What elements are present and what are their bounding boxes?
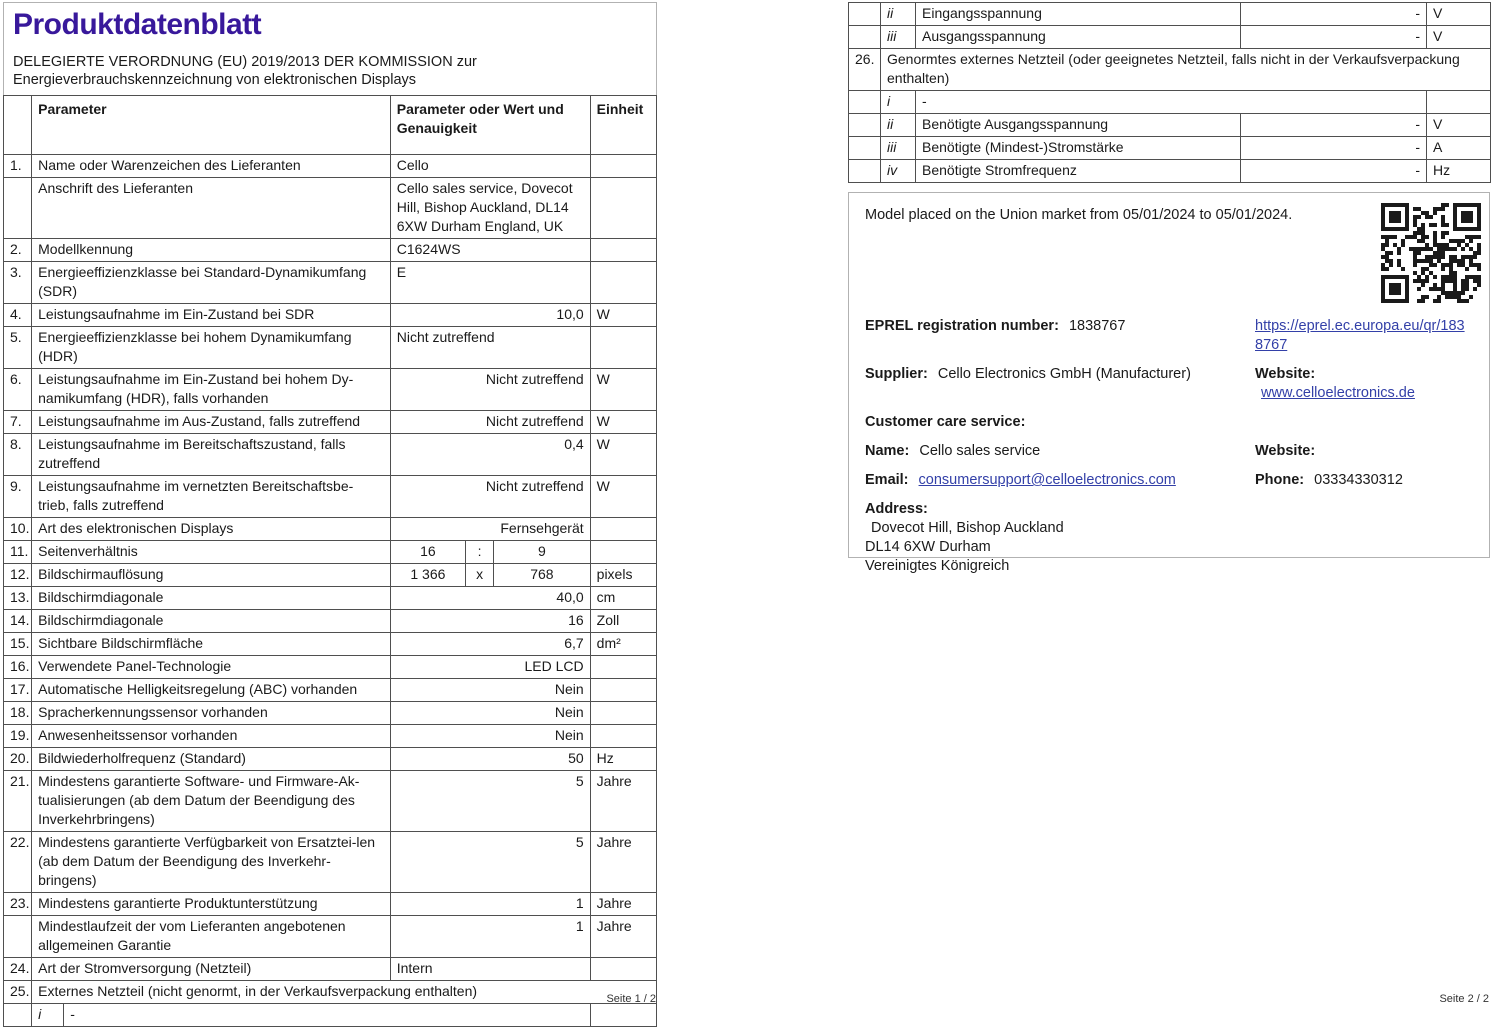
parameter-value: Nicht zutreffend [390, 369, 590, 411]
parameter-value: 40,0 [390, 587, 590, 610]
address-line: Vereinigtes Königreich [865, 558, 1010, 574]
table-row [4, 958, 657, 981]
row-number: 17. [4, 679, 32, 702]
page-title: Produktdatenblatt [13, 8, 262, 41]
row-number: 12. [4, 564, 32, 587]
page-2-table-continuation [848, 2, 1491, 183]
unit-cell [590, 1004, 656, 1027]
customer-care-label: Customer care service: [865, 414, 1026, 430]
table-row [4, 564, 657, 587]
eprel-registry-link[interactable]: https://eprel.ec.europa.eu/qr/1838767 [1255, 318, 1465, 353]
parameter-value: C1624WS [390, 239, 590, 262]
parameter-name: Verwendete Panel-Technologie [32, 656, 391, 679]
table-row [4, 327, 657, 369]
address-line: DL14 6XW Durham [865, 539, 991, 555]
row-number: 14. [4, 610, 32, 633]
service-name-row [865, 442, 1473, 461]
address-label: Address: [865, 501, 928, 517]
parameter-name: Benötigte (Mindest-)Stromstärke [916, 137, 1241, 160]
table-row [4, 411, 657, 434]
unit-cell [590, 541, 656, 564]
row-number: 11. [4, 541, 32, 564]
unit-cell [590, 239, 656, 262]
row-number [4, 178, 32, 239]
table-row [4, 702, 657, 725]
row-number: 1. [4, 155, 32, 178]
parameter-value: - [1241, 160, 1427, 183]
parameter-value: Nein [390, 679, 590, 702]
name-label: Name: [865, 443, 910, 459]
subtitle-line: DELEGIERTE VERORDNUNG (EU) 2019/2013 DER KOMMISSION zur [13, 54, 477, 70]
row-number: 24. [4, 958, 32, 981]
table-row [4, 679, 657, 702]
document-header [3, 2, 657, 95]
parameter-table-page1 [3, 95, 657, 1027]
sub-row-number: iii [881, 137, 916, 160]
table-row [4, 656, 657, 679]
table-row [4, 893, 657, 916]
unit-cell [590, 327, 656, 369]
parameter-name: Benötigte Ausgangsspannung [916, 114, 1241, 137]
parameter-name: Anwesenheitssensor vorhanden [32, 725, 391, 748]
row-number: 4. [4, 304, 32, 327]
parameter-name: Art der Stromversorgung (Netzteil) [32, 958, 391, 981]
parameter-value: 0,4 [390, 434, 590, 476]
row-number: 2. [4, 239, 32, 262]
row-number: 3. [4, 262, 32, 304]
parameter-value-b: 768 [494, 564, 590, 587]
document-subtitle [13, 53, 647, 89]
unit-cell: V [1427, 114, 1491, 137]
unit-cell: pixels [590, 564, 656, 587]
table-row [4, 771, 657, 832]
unit-cell: W [590, 476, 656, 518]
sub-row-number: iv [881, 160, 916, 183]
parameter-name: Sichtbare Bildschirmfläche [32, 633, 391, 656]
unit-cell: W [590, 369, 656, 411]
row-number [849, 160, 881, 183]
unit-cell [1427, 91, 1491, 114]
row-number [849, 137, 881, 160]
parameter-name: Art des elektronischen Displays [32, 518, 391, 541]
website-label: Website: [1255, 366, 1316, 382]
parameter-value: 5 [390, 832, 590, 893]
unit-cell: Zoll [590, 610, 656, 633]
row-number [4, 916, 32, 958]
parameter-name: Name oder Warenzeichen des Lieferanten [32, 155, 391, 178]
unit-cell: cm [590, 587, 656, 610]
row-number: 22. [4, 832, 32, 893]
parameter-name: Ausgangsspannung [916, 26, 1241, 49]
eprel-label: EPREL registration number: [865, 318, 1059, 334]
parameter-name: Bildwiederholfrequenz (Standard) [32, 748, 391, 771]
table-row [849, 3, 1491, 26]
parameter-value: - [1241, 137, 1427, 160]
row-number: 5. [4, 327, 32, 369]
supplier-label: Supplier: [865, 366, 928, 382]
row-number: 10. [4, 518, 32, 541]
row-number [849, 114, 881, 137]
supplier-name: Cello Electronics GmbH (Manufacturer) [937, 366, 1191, 382]
parameter-value: 1 [390, 893, 590, 916]
parameter-value: Nicht zutreffend [390, 327, 590, 369]
parameter-name: Mindestens garantierte Software- und Firmware-Ak-tualisierungen (ab dem Datum der Beendigung des Inverkehrbringens) [32, 771, 391, 832]
parameter-name: Seitenverhältnis [32, 541, 391, 564]
table-row [4, 518, 657, 541]
value-separator: x [466, 564, 494, 587]
parameter-table-page2 [848, 2, 1491, 183]
parameter-name: Benötigte Stromfrequenz [916, 160, 1241, 183]
parameter-value-a: 1 366 [390, 564, 465, 587]
row-number: 19. [4, 725, 32, 748]
row-number: 21. [4, 771, 32, 832]
table-row [4, 178, 657, 239]
row-number: 8. [4, 434, 32, 476]
parameter-value: Intern [390, 958, 590, 981]
unit-cell: W [590, 304, 656, 327]
row-number: 9. [4, 476, 32, 518]
parameter-value: Fernsehgerät [390, 518, 590, 541]
table-row [4, 239, 657, 262]
parameter-value: LED LCD [390, 656, 590, 679]
page-1 [3, 2, 657, 1027]
parameter-name: Anschrift des Lieferanten [32, 178, 391, 239]
table-row [849, 160, 1491, 183]
parameter-value: - [916, 91, 1427, 114]
parameter-value: 6,7 [390, 633, 590, 656]
parameter-name: Modellkennung [32, 239, 391, 262]
unit-cell: Jahre [590, 893, 656, 916]
row-number: 25. [4, 981, 32, 1004]
unit-cell [590, 155, 656, 178]
column-header-value: Parameter oder Wert und Genauigkeit [390, 96, 590, 155]
table-row [4, 434, 657, 476]
table-row [4, 916, 657, 958]
parameter-name: Energieeffizienzklasse bei hohem Dynamikumfang (HDR) [32, 327, 391, 369]
table-row [4, 369, 657, 411]
row-number [849, 3, 881, 26]
email-phone-row [865, 471, 1473, 490]
parameter-value: Cello [390, 155, 590, 178]
parameter-value: 10,0 [390, 304, 590, 327]
parameter-name: Bildschirmauflösung [32, 564, 391, 587]
market-placement-text: Model placed on the Union market from 05/01/2024 to 05/01/2024. [865, 207, 1293, 223]
table-row [4, 541, 657, 564]
unit-cell [590, 725, 656, 748]
table-row [4, 610, 657, 633]
unit-cell: Hz [1427, 160, 1491, 183]
unit-cell [590, 656, 656, 679]
row-number: 23. [4, 893, 32, 916]
parameter-name: Mindestens garantierte Produktunterstützung [32, 893, 391, 916]
unit-cell [590, 178, 656, 239]
parameter-value: Cello sales service, Dovecot Hill, Bishop Auckland, DL14 6XW Durham England, UK [390, 178, 590, 239]
service-website-label: Website: [1255, 443, 1316, 459]
table-header-row [4, 96, 657, 155]
sub-row-number: i [32, 1004, 64, 1027]
parameter-value: - [1241, 114, 1427, 137]
row-number [4, 1004, 32, 1027]
parameter-value: Nicht zutreffend [390, 476, 590, 518]
table-row [849, 137, 1491, 160]
parameter-value: 5 [390, 771, 590, 832]
parameter-value: 16 [390, 610, 590, 633]
address-block [865, 500, 1473, 576]
unit-cell: dm² [590, 633, 656, 656]
table-row [4, 633, 657, 656]
parameter-name: Automatische Helligkeitsregelung (ABC) vorhanden [32, 679, 391, 702]
parameter-name: Bildschirmdiagonale [32, 610, 391, 633]
phone-number: 03334330312 [1314, 472, 1403, 488]
eprel-info-box [848, 192, 1490, 574]
table-row [4, 262, 657, 304]
sub-row-number: ii [881, 114, 916, 137]
table-row [4, 476, 657, 518]
unit-cell: W [590, 434, 656, 476]
parameter-name: Eingangsspannung [916, 3, 1241, 26]
unit-cell [590, 518, 656, 541]
row-number [849, 91, 881, 114]
service-name: Cello sales service [919, 443, 1041, 459]
row-number: 15. [4, 633, 32, 656]
parameter-value: - [1241, 26, 1427, 49]
supplier-row [865, 365, 1473, 403]
address-line: Dovecot Hill, Bishop Auckland [871, 520, 1064, 536]
sub-row-number: ii [881, 3, 916, 26]
unit-cell: A [1427, 137, 1491, 160]
table-row [849, 26, 1491, 49]
eprel-number: 1838767 [1068, 318, 1126, 334]
parameter-name: Leistungsaufnahme im vernetzten Bereitschaftsbe-trieb, falls zutreffend [32, 476, 391, 518]
eprel-row [865, 317, 1473, 355]
unit-cell [590, 679, 656, 702]
table-row [4, 155, 657, 178]
email-label: Email: [865, 472, 909, 488]
page-number-2: Seite 2 / 2 [1439, 993, 1489, 1005]
parameter-name: Mindestens garantierte Verfügbarkeit von Ersatztei-len (ab dem Datum der Beendigung des Inverkehr-bringens) [32, 832, 391, 893]
table-row [4, 725, 657, 748]
unit-cell: V [1427, 3, 1491, 26]
unit-cell: V [1427, 26, 1491, 49]
parameter-value-b: 9 [494, 541, 590, 564]
table-row [4, 587, 657, 610]
parameter-name: Leistungsaufnahme im Ein-Zustand bei hohem Dy-namikumfang (HDR), falls vorhanden [32, 369, 391, 411]
table-row [849, 91, 1491, 114]
sub-row-number: i [881, 91, 916, 114]
parameter-value: 1 [390, 916, 590, 958]
table-row [4, 304, 657, 327]
parameter-value: E [390, 262, 590, 304]
row-number: 13. [4, 587, 32, 610]
parameter-value: 50 [390, 748, 590, 771]
table-row [4, 748, 657, 771]
parameter-name: Bildschirmdiagonale [32, 587, 391, 610]
parameter-value: Nicht zutreffend [390, 411, 590, 434]
customer-care-row [865, 413, 1473, 432]
parameter-name: Genormtes externes Netzteil (oder geeignetes Netzteil, falls nicht in der Verkaufsverpackung enthalten) [881, 49, 1491, 91]
unit-cell [590, 702, 656, 725]
unit-cell [590, 958, 656, 981]
unit-cell: Hz [590, 748, 656, 771]
column-header-num [4, 96, 32, 155]
parameter-name: Leistungsaufnahme im Ein-Zustand bei SDR [32, 304, 391, 327]
support-email-link[interactable]: consumersupport@celloelectronics.com [918, 472, 1176, 488]
table-row [4, 1004, 657, 1027]
column-header-unit: Einheit [590, 96, 656, 155]
parameter-name: Leistungsaufnahme im Bereitschaftszustand, falls zutreffend [32, 434, 391, 476]
row-number: 16. [4, 656, 32, 679]
row-number: 20. [4, 748, 32, 771]
row-number: 7. [4, 411, 32, 434]
column-header-parameter: Parameter [32, 96, 391, 155]
parameter-value: Nein [390, 725, 590, 748]
qr-code-icon [1381, 203, 1481, 303]
subtitle-line: Energieverbrauchskennzeichnung von elektronischen Displays [13, 72, 417, 88]
parameter-name: Externes Netzteil (nicht genormt, in der Verkaufsverpackung enthalten) [32, 981, 657, 1004]
parameter-name: Spracherkennungssensor vorhanden [32, 702, 391, 725]
parameter-name: Leistungsaufnahme im Aus-Zustand, falls zutreffend [32, 411, 391, 434]
parameter-name: Energieeffizienzklasse bei Standard-Dynamikumfang (SDR) [32, 262, 391, 304]
value-separator: : [466, 541, 494, 564]
sub-row-number: iii [881, 26, 916, 49]
table-row [4, 832, 657, 893]
parameter-value: - [64, 1004, 590, 1027]
page-number-1: Seite 1 / 2 [606, 993, 656, 1005]
row-number: 18. [4, 702, 32, 725]
unit-cell: Jahre [590, 771, 656, 832]
unit-cell: Jahre [590, 832, 656, 893]
table-row [849, 114, 1491, 137]
unit-cell [590, 262, 656, 304]
row-number: 6. [4, 369, 32, 411]
parameter-name: Mindestlaufzeit der vom Lieferanten angebotenen allgemeinen Garantie [32, 916, 391, 958]
unit-cell: W [590, 411, 656, 434]
parameter-value: - [1241, 3, 1427, 26]
parameter-value: Nein [390, 702, 590, 725]
supplier-website-link[interactable]: www.celloelectronics.de [1261, 385, 1415, 401]
row-number [849, 26, 881, 49]
row-number: 26. [849, 49, 881, 91]
parameter-value-a: 16 [390, 541, 465, 564]
phone-label: Phone: [1255, 472, 1305, 488]
table-row [849, 49, 1491, 91]
unit-cell: Jahre [590, 916, 656, 958]
